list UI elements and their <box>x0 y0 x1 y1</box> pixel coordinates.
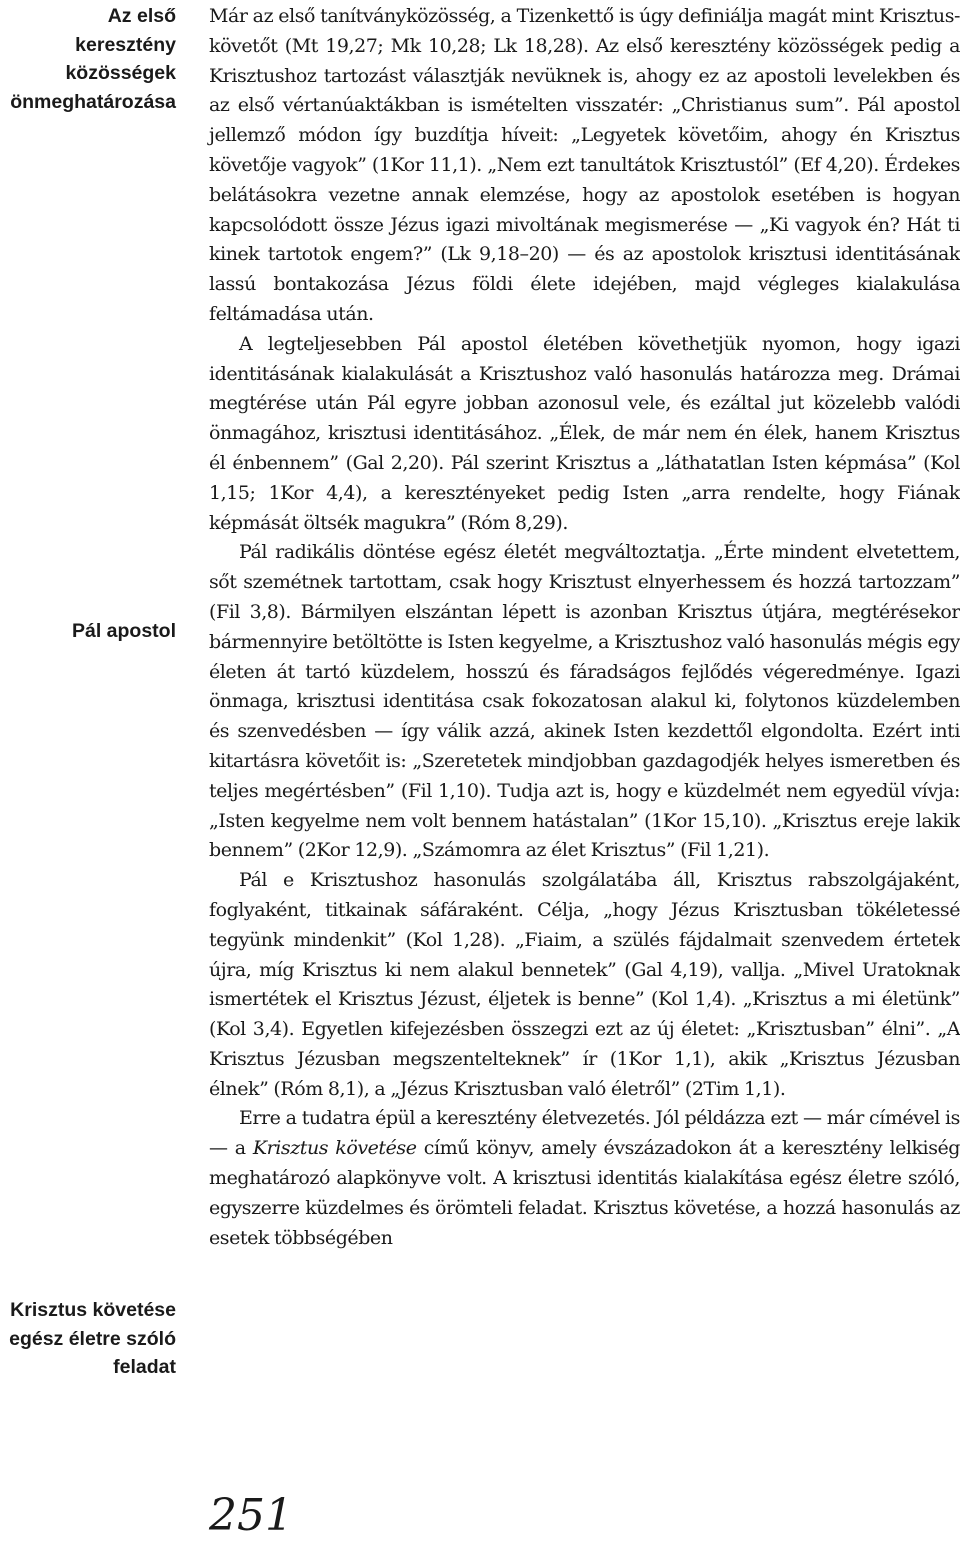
page-number: 251 <box>209 1490 293 1541</box>
paragraph-paul-decision: Pál radikális döntése egész életét megváltoztatja. „Érte mindent elvetettem, sőt szemétnek tartottam, csak hogy Krisztust elnyerhessem és hozzá tartozzam” (Fil 3,8). Bármilyen elszántan lépett is azonban Krisztus útjára, megtérésekor bármennyire betöltötte is Isten kegyelme, a Krisztushoz való hasonulás mégis egy életen át tartó küzdelem, hosszú és fáradságos fejlődés végeredménye. Igazi önmaga, krisztusi identitása csak fokozatosan alakul ki, folytonos küzdelemben és szenvedésben — így válik azzá, akinek Isten kezdettől elgondolta. Ezért inti kitartásra követőit is: „Szeretetek mindjobban gazdagodjék helyes ismeretben és teljes megértésben” (Fil 1,10). Tudja azt is, hogy e küzdelmét nem egyedül vívja: „Isten kegyelme nem volt bennem hatástalan” (1Kor 15,10). „Krisztus ereje lakik bennem” (2Kor 12,9). „Számomra az élet Krisztus” (Fil 1,21). <box>209 541 960 862</box>
margin-note-paul-apostle: Pál apostol <box>71 620 176 642</box>
paragraph-paul-service: Pál e Krisztushoz hasonulás szolgálatába áll, Krisztus rabszolgájaként, foglyaként, titkainak sáfáraként. Célja, „hogy Jézus Krisztusban tökéletessé tegyünk mindenkit” (Kol 1,28). „Fiaim, a szülés fájdalmait szenvedem értetek újra, míg Krisztus ki nem alakul bennetek” (Gal 4,19), vallja. „Mivel Uratoknak ismertétek el Krisztus Jézust, éljetek is benne” (Kol 1,4). „Krisztus a mi életünk” (Kol 3,4). Egyetlen kifejezésben összegzi ezt az új életet: „Krisztusban” élni”. „A Krisztus Jézusban megszentelteknek” ír (1Kor 1,1), akik „Krisztus Jézusban élnek” (Róm 8,1), a „Jézus Krisztusban való életről” (2Tim 1,1). <box>209 869 960 1100</box>
paragraph-paul-identity: A legteljesebben Pál apostol életében követhetjük nyomon, hogy igazi identitásának kialakulását a Krisztushoz való hasonulás határozza meg. Drámai megtérése után Pál egyre jobban azonosul vele, és ezáltal jut közelebb valódi önmagához, krisztusi identitásához. „Élek, de már nem én élek, hanem Krisztus él énbennem” (Gal 2,20). Pál szerint Krisztus a „láthatatlan Isten képmása” (Kol 1,15; 1Kor 4,4), a keresztényeket pedig Isten „arra rendelte, hogy Fiának képmását öltsék magukra” (Róm 8,29). <box>209 332 960 534</box>
margin-note-following-christ: Krisztus követése egész életre szóló feladat <box>9 1299 176 1378</box>
paragraph-christian-life <box>209 1104 960 1253</box>
book-title: Krisztus követése <box>252 1137 417 1160</box>
margin-note-early-communities: Az első keresztény közösségek önmeghatározása <box>10 5 176 113</box>
paragraph-text-after-title: című könyv, amely évszázadokon át a keresztény lelkiség meghatározó alapkönyve volt. A krisztusi identitás kialakítása egész életre szóló, egyszerre küzdelmes és örömteli feladat. Krisztus követése, a hozzá hasonulás az esetek többségében <box>209 1137 960 1249</box>
paragraph-early-communities: Már az első tanítványközösség, a Tizenkettő is úgy definiálja magát mint Krisztus-követőt (Mt 19,27; Mk 10,28; Lk 18,28). Az első keresztény közösségek pedig a Krisztushoz tartozást választják nevüknek is, ahogy ez az apostoli levelekben és az első vértanúaktákban is ismételten visszatér: „Christianus sum”. Pál apostol jellemző módon így buzdítja híveit: „Legyetek követőim, ahogy én Krisztus követője vagyok” (1Kor 11,1). „Nem ezt tanultátok Krisztustól” (Ef 4,20). Érdekes belátásokra vezetne annak elemzése, hogy az apostolok esetében is hogyan kapcsolódott össze Jézus igazi mivoltának megismerése — „Ki vagyok én? Hát ti kinek tartotok engem?” (Lk 9,18–20) — és az apostolok krisztusi identitásának lassú bontakozása Jézus földi élete idejében, majd végleges kialakulása feltámadása után. <box>209 5 960 325</box>
body-text <box>209 2 960 1253</box>
paragraph-text-before-title: Erre a tudatra épül a keresztény életvezetés. Jól példázza ezt — már címével is — a <box>209 1107 960 1160</box>
